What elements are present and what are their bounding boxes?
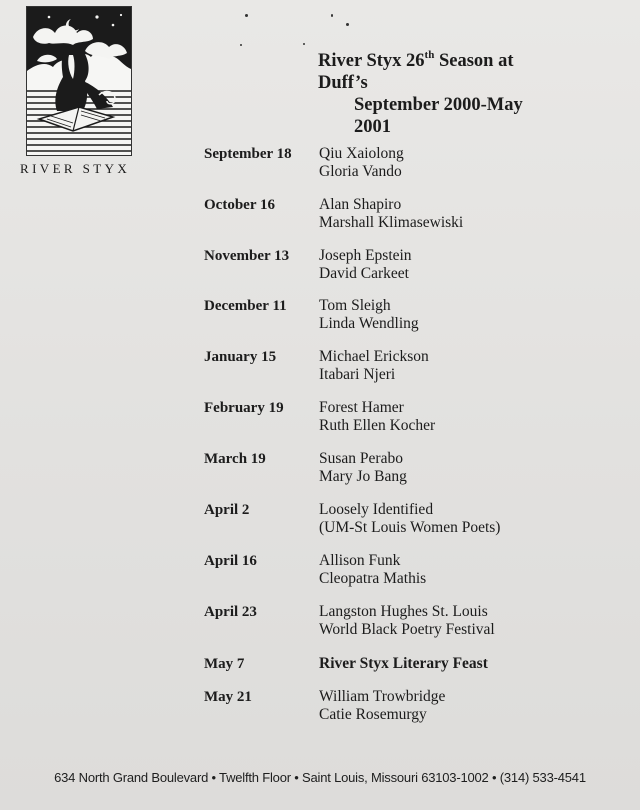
subtitle: September 2000-May 2001	[354, 95, 523, 137]
paper-speck	[331, 14, 333, 17]
reader-name: Allison Funk	[319, 552, 401, 569]
reader-name: Itabari Njeri	[319, 366, 396, 383]
logo-wordmark: RIVER STYX	[20, 161, 131, 176]
reader-name: Susan Perabo	[319, 450, 403, 467]
logo-illustration-icon	[27, 7, 131, 155]
event-readers	[319, 655, 488, 673]
title-suffix: Season at Duff’s	[318, 51, 514, 93]
reader-name: Mary Jo Bang	[319, 468, 407, 485]
reader-name: Qiu Xaiolong	[319, 145, 404, 162]
reader-name: Alan Shapiro	[319, 196, 402, 213]
event-readers	[319, 145, 404, 181]
reader-name: Loosely Identified	[319, 501, 434, 518]
event-date: September 18	[204, 146, 292, 162]
event-readers	[319, 450, 407, 486]
event-readers	[319, 688, 445, 724]
reader-name: William Trowbridge	[319, 688, 446, 705]
schedule-row	[0, 450, 640, 496]
event-date: April 2	[204, 502, 250, 518]
schedule-row	[0, 196, 640, 242]
title-superscript: th	[424, 49, 435, 61]
event-date: February 19	[204, 400, 284, 416]
event-date: November 13	[204, 248, 290, 264]
schedule-row	[0, 501, 640, 547]
paper-speck	[245, 14, 248, 17]
reader-name: Catie Rosemurgy	[319, 706, 427, 723]
event-date: March 19	[204, 451, 266, 467]
paper-speck	[240, 44, 242, 46]
event-date: May 7	[204, 656, 245, 672]
event-date: January 15	[204, 349, 277, 365]
schedule-row	[0, 552, 640, 598]
schedule-row	[0, 297, 640, 343]
event-readers	[319, 196, 463, 232]
reader-name: Michael Erickson	[319, 348, 429, 365]
event-readers	[319, 399, 435, 435]
reader-name: Langston Hughes St. Louis	[319, 603, 488, 620]
schedule-row	[0, 247, 640, 293]
schedule-row	[0, 603, 640, 649]
reader-name: Marshall Klimasewiski	[319, 214, 464, 231]
reader-name: David Carkeet	[319, 265, 409, 282]
event-date: December 11	[204, 298, 287, 314]
schedule-row	[0, 688, 640, 734]
event-date: October 16	[204, 197, 275, 213]
reader-name: River Styx Literary Feast	[319, 655, 488, 672]
event-readers	[319, 348, 429, 384]
event-readers	[319, 603, 495, 639]
reader-name: Forest Hamer	[319, 399, 404, 416]
title-prefix: River Styx 26	[318, 51, 425, 71]
event-readers	[319, 501, 500, 537]
reader-name: Joseph Epstein	[319, 247, 412, 264]
event-readers	[319, 297, 419, 333]
event-date: April 23	[204, 604, 257, 620]
paper-speck	[346, 23, 349, 26]
paper-speck	[303, 43, 305, 45]
footer-address: 634 North Grand Boulevard • Twelfth Floor • Saint Louis, Missouri 63103-1002 • (314) 533-4541	[54, 770, 586, 785]
page-title	[318, 50, 558, 138]
reader-name: (UM-St Louis Women Poets)	[319, 519, 501, 536]
river-styx-logo	[26, 6, 132, 156]
event-readers	[319, 552, 426, 588]
reader-name: Ruth Ellen Kocher	[319, 417, 436, 434]
reader-name: Gloria Vando	[319, 163, 402, 180]
schedule-row	[0, 399, 640, 445]
event-date: May 21	[204, 689, 252, 705]
event-date: April 16	[204, 553, 257, 569]
reader-name: World Black Poetry Festival	[319, 621, 495, 638]
reader-name: Tom Sleigh	[319, 297, 391, 314]
title-line	[318, 50, 558, 94]
reader-name: Cleopatra Mathis	[319, 570, 427, 587]
schedule-row	[0, 348, 640, 394]
schedule-row	[0, 145, 640, 191]
reader-name: Linda Wendling	[319, 315, 419, 332]
event-readers	[319, 247, 412, 283]
